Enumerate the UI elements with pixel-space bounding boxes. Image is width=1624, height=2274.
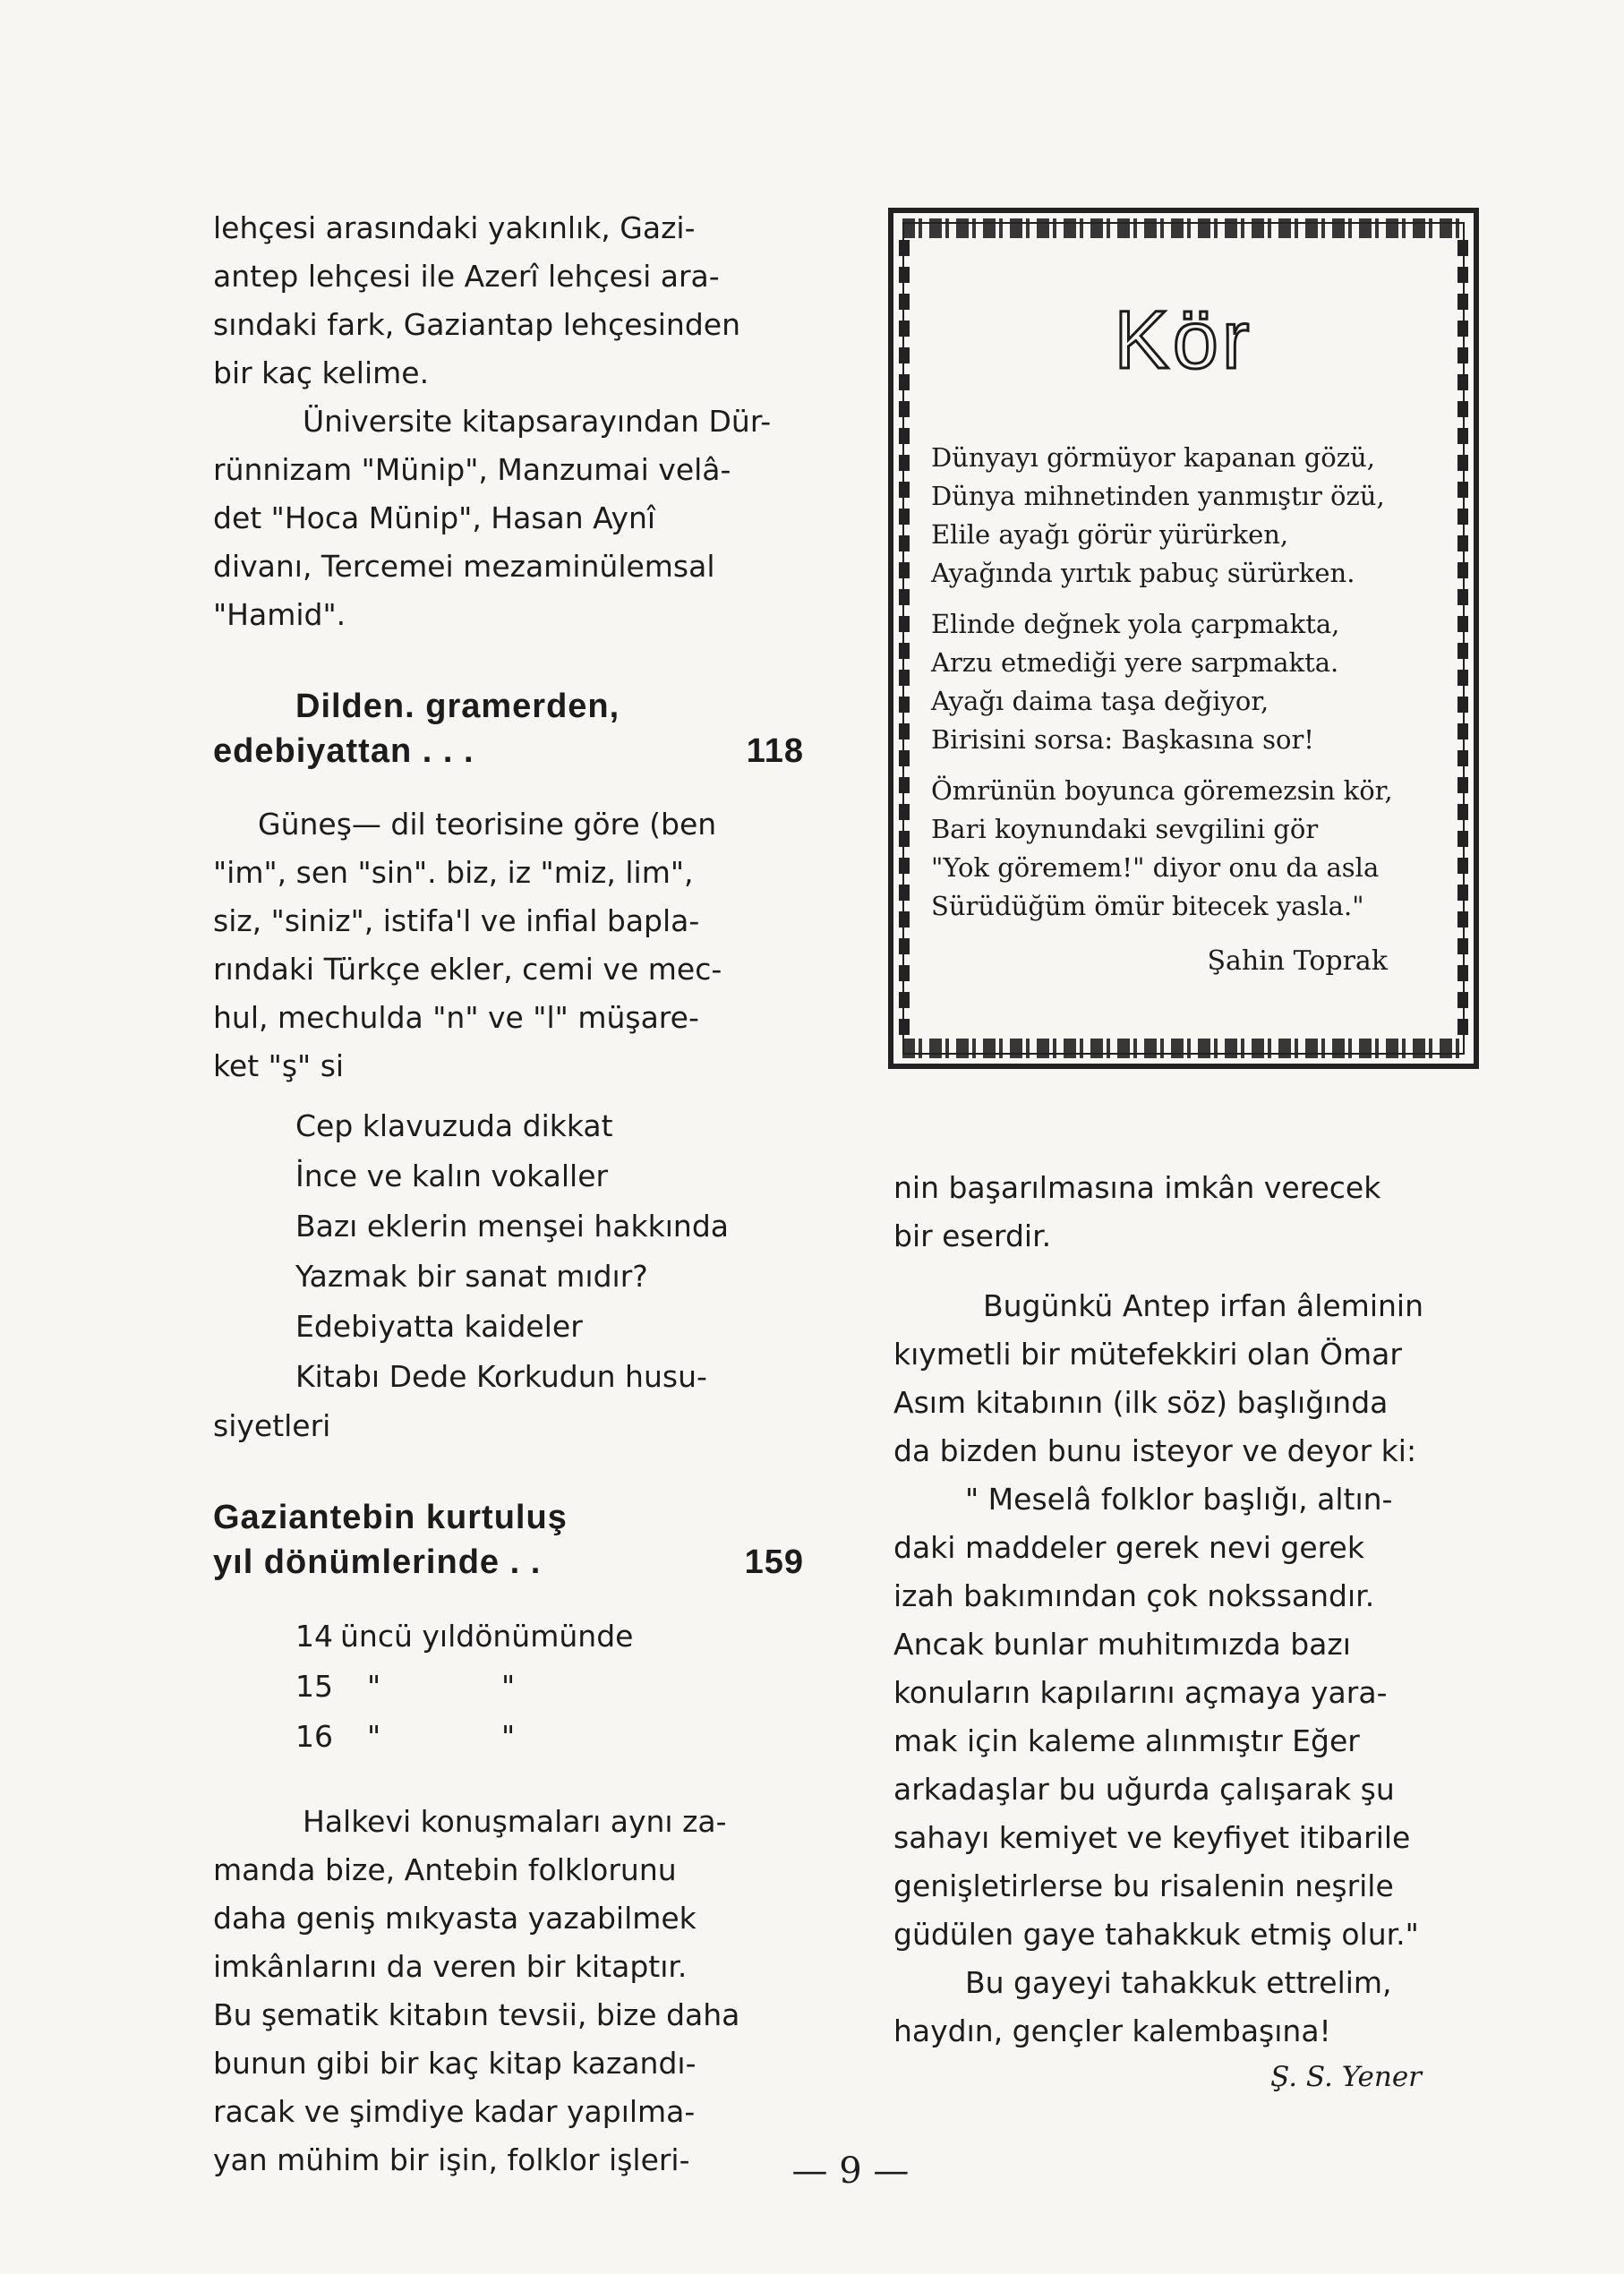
para-line: manda bize, Antebin folklorunu: [213, 1852, 677, 1887]
item-number: 16: [295, 1719, 333, 1754]
ornamental-border-bottom: [902, 1039, 1465, 1058]
univ-line: "Hamid".: [213, 597, 346, 632]
right-paragraph-2: [893, 1282, 1484, 1475]
para-line: Asım kitabının (ilk söz) başlığında: [893, 1385, 1389, 1420]
para-line: konuların kapılarını açmaya yara-: [893, 1675, 1388, 1710]
ditto-mark: ": [501, 1669, 516, 1704]
section1-list: [213, 1101, 840, 1402]
university-paragraph: [124, 398, 840, 639]
para-line: Güneş— dil teorisine göre (ben: [258, 807, 717, 842]
para-line: kıymetli bir mütefekkiri olan Ömar: [893, 1337, 1402, 1372]
poem-line: Arzu etmediği yere sarpmakta.: [931, 647, 1339, 678]
poem-line: Ayağı daima taşa değiyor,: [931, 686, 1269, 716]
intro-line: sındaki fark, Gaziantap lehçesinden: [213, 307, 741, 342]
list-item: Cep klavuzuda dikkat: [295, 1108, 613, 1143]
univ-line: det "Hoca Münip", Hasan Aynî: [213, 500, 656, 535]
right-column: [893, 1164, 1484, 2093]
poem-line: Birisini sorsa: Başkasına sor!: [931, 724, 1314, 755]
para-line: sahayı kemiyet ve keyfiyet itibarile: [893, 1820, 1411, 1855]
list-item: [213, 1662, 840, 1712]
para-line: güdülen gaye tahakkuk etmiş olur.": [893, 1917, 1419, 1952]
para-line: Bugünkü Antep irfan âleminin: [983, 1288, 1423, 1323]
para-line: racak ve şimdiye kadar yapılma-: [213, 2094, 696, 2129]
para-line: siz, "siniz", istifa'l ve infial bapla-: [213, 903, 700, 938]
poem-line: "Yok göremem!" diyor onu da asla: [931, 852, 1380, 883]
poem-title: Kör: [1114, 295, 1253, 386]
para-line: yan mühim bir işin, folklor işleri-: [213, 2142, 690, 2177]
univ-line: rünnizam "Münip", Manzumai velâ-: [213, 452, 731, 487]
poem-line: Elinde değnek yola çarpmakta,: [931, 609, 1340, 639]
item-number: 14: [295, 1619, 333, 1654]
item-text: üncü yıldönümünde: [340, 1619, 634, 1654]
para-line: ket "ş" si: [213, 1048, 345, 1083]
section2-list: [213, 1611, 840, 1762]
section-heading-kurtulus-2: [213, 1540, 840, 1585]
intro-paragraph: [213, 204, 840, 398]
para-line: genişletirlerse bu risalenin neşrile: [893, 1868, 1394, 1903]
section-heading-dilden: [213, 684, 840, 729]
para-line: haydın, gençler kalembaşına!: [893, 2013, 1331, 2048]
item-number: 15: [295, 1669, 333, 1704]
ditto-mark: ": [367, 1669, 381, 1704]
final-paragraph: [893, 1959, 1484, 2056]
poem-line: Dünya mihnetinden yanmıştır özü,: [931, 481, 1385, 511]
para-line: mak için kaleme alınmıştır Eğer: [893, 1723, 1360, 1758]
poem-author: Şahin Toprak: [1207, 945, 1388, 977]
para-line: izah bakımından çok nokssandır.: [893, 1578, 1375, 1613]
ornamental-border-top: [902, 218, 1465, 238]
para-line: imkânlarını da veren bir kitaptır.: [213, 1949, 688, 1984]
poem-stanza: [931, 605, 1445, 759]
intro-line: lehçesi arasındaki yakınlık, Gazi-: [213, 210, 696, 245]
section1-paragraph: [213, 800, 840, 1090]
list-item: Edebiyatta kaideler: [295, 1309, 583, 1344]
poem-line: Bari koynundaki sevgilini gör: [931, 814, 1319, 844]
para-line: nin başarılmasına imkân verecek: [893, 1170, 1381, 1205]
list-tail: siyetleri: [213, 1408, 331, 1443]
para-line: arkadaşlar bu uğurda çalışarak şu: [893, 1772, 1395, 1807]
poem-line: Ayağında yırtık pabuç sürürken.: [931, 558, 1355, 588]
para-line: "im", sen "sin". biz, iz "miz, lim",: [213, 855, 694, 890]
section-heading-dilden-2: [213, 729, 840, 774]
heading-text: Dilden. gramerden,: [295, 688, 620, 725]
right-paragraph-1: [893, 1164, 1484, 1261]
para-line: " Meselâ folklor başlığı, altın-: [965, 1482, 1393, 1517]
poem-line: Ömrünün boyunca göremezsin kör,: [931, 775, 1393, 806]
para-line: Bu şematik kitabın tevsii, bize daha: [213, 1997, 740, 2032]
para-line: Halkevi konuşmaları aynı za-: [303, 1804, 727, 1839]
para-line: da bizden bunu isteyor ve deyor ki:: [893, 1433, 1417, 1468]
closing-paragraph: [213, 1798, 840, 2184]
section-heading-kurtulus: [213, 1495, 840, 1540]
intro-line: antep lehçesi ile Azerî lehçesi ara-: [213, 259, 720, 294]
para-line: daha geniş mıkyasta yazabilmek: [213, 1901, 697, 1936]
intro-line: bir kaç kelime.: [213, 355, 430, 390]
ditto-mark: ": [501, 1719, 516, 1754]
para-line: Ancak bunlar muhitımızda bazı: [893, 1627, 1351, 1662]
list-item: Bazı eklerin menşei hakkında: [295, 1209, 729, 1244]
para-line: Bu gayeyi tahakkuk ettrelim,: [965, 1965, 1392, 2000]
poem-body: [931, 439, 1445, 938]
poem-line: Dünyayı görmüyor kapanan gözü,: [931, 442, 1375, 473]
list-item: Kitabı Dede Korkudun husu-: [295, 1359, 707, 1394]
univ-line: divanı, Tercemei mezaminülemsal: [213, 549, 715, 584]
poem-title-row: [893, 294, 1474, 388]
para-line: daki maddeler gerek nevi gerek: [893, 1530, 1364, 1565]
ditto-mark: ": [367, 1719, 381, 1754]
para-line: bunun gibi bir kaç kitap kazandı-: [213, 2046, 697, 2081]
author-signature: Ş. S. Yener: [1270, 2061, 1422, 2093]
quote-paragraph: [893, 1475, 1484, 1959]
list-item: Yazmak bir sanat mıdır?: [295, 1259, 648, 1294]
heading-text: edebiyattan . . .: [213, 732, 474, 770]
page-number: — 9 —: [791, 2150, 910, 2192]
poem-stanza: [931, 439, 1445, 593]
para-line: rındaki Türkçe ekler, cemi ve mec-: [213, 952, 722, 987]
poem-line: Elile ayağı görür yürürken,: [931, 519, 1289, 550]
univ-line: Üniversite kitapsarayından Dür-: [303, 404, 772, 439]
list-item: İnce ve kalın vokaller: [295, 1158, 609, 1193]
heading-text: Gaziantebin kurtuluş: [213, 1499, 568, 1536]
list-item: [213, 1712, 840, 1762]
poem-frame: [888, 208, 1479, 1069]
heading-text: yıl dönümlerinde . .: [213, 1543, 542, 1581]
list-item: [213, 1611, 840, 1662]
para-line: bir eserdir.: [893, 1218, 1052, 1253]
para-line: hul, mechulda "n" ve "l" müşare-: [213, 1000, 699, 1035]
poem-stanza: [931, 772, 1445, 926]
left-column: [213, 204, 840, 2184]
poem-line: Sürüdüğüm ömür bitecek yasla.": [931, 891, 1364, 921]
page-ref: 118: [746, 732, 804, 770]
page-ref: 159: [744, 1543, 804, 1581]
